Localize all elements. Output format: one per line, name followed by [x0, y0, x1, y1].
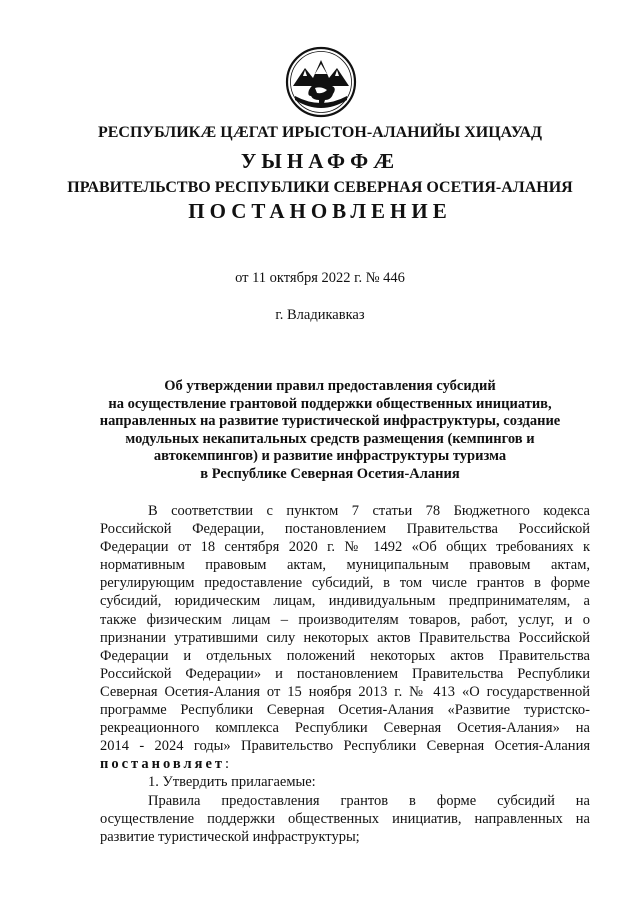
- title-line: на осуществление грантовой поддержки общественных инициатив,: [108, 395, 552, 412]
- document-title: [60, 378, 600, 484]
- body-line: 2014 - 2024 годы» Правительство Республики Северная Осетия-Алания: [100, 738, 590, 755]
- document-city: г. Владикавказ: [275, 307, 365, 323]
- ossetian-republic-heading: РЕСПУБЛИКÆ ЦÆГАТ ИРЫСТОН-АЛАНИЙЫ ХИЦАУАД: [97, 124, 543, 141]
- resolves-line: [100, 755, 590, 773]
- body-line: Федерации от 18 сентября 2020 г. № 1492 «Об общих требованиях к: [100, 539, 590, 556]
- title-line: автокемпингов) и развитие инфраструктуры туризма: [153, 448, 507, 465]
- document-body: [100, 502, 590, 846]
- body-line: Федерации и отдельных положений некоторых актов Правительства: [100, 647, 590, 664]
- body-line: Северная Осетия-Алания от 15 ноября 2013 г. № 413 «О государственной: [100, 683, 590, 700]
- body-line: программе Республики Северная Осетия-Алания «Развитие туристско-: [100, 702, 590, 719]
- body-line: В соответствии с пунктом 7 статьи 78 Бюджетного кодекса: [148, 503, 590, 519]
- body-line: Российской Федерации, постановлением Правительства Российской: [100, 521, 590, 538]
- item-1-text-line: Правила предоставления грантов в форме субсидий на: [148, 792, 590, 809]
- document-date-number: от 11 октября 2022 г. № 446: [235, 270, 405, 286]
- title-line: в Республике Северная Осетия-Алания: [200, 465, 460, 482]
- resolves-word: постановляет: [100, 756, 226, 773]
- item-1-heading: 1. Утвердить прилагаемые:: [148, 774, 316, 791]
- title-line: Об утверждении правил предоставления субсидий: [164, 378, 496, 394]
- coat-of-arms-emblem: [285, 46, 357, 118]
- title-line: направленных на развитие туристической инфраструктуры, создание: [99, 413, 561, 430]
- title-line: модульных некапитальных средств размещения (кемпингов и: [125, 430, 535, 447]
- russian-government-heading: ПРАВИТЕЛЬСТВО РЕСПУБЛИКИ СЕВЕРНАЯ ОСЕТИЯ-АЛАНИЯ: [67, 179, 573, 196]
- item-1-text-line: осуществление поддержки общественных инициатив, направленных на: [100, 810, 590, 827]
- body-line: регулирующим предоставление субсидий, в том числе грантов в форме: [100, 575, 590, 592]
- russian-document-type: ПОСТАНОВЛЕНИЕ: [188, 199, 452, 223]
- body-line: рекреационного комплекса Республики Северная Осетия-Алания» на: [100, 720, 590, 737]
- resolves-colon: :: [225, 756, 230, 773]
- item-1-text-line: развитие туристической инфраструктуры;: [100, 828, 360, 845]
- body-line: Российской Федерации» и постановлением Правительства Республики: [100, 665, 590, 682]
- body-line: также физическим лицам – производителям товаров, работ, услуг, и о: [100, 611, 590, 628]
- body-line: нормативным правовым актам, муниципальным правовым актам,: [100, 557, 590, 574]
- body-line: признании утратившими силу некоторых актов Правительства Российской: [100, 629, 590, 646]
- body-line: субсидий, юридическим лицам, индивидуальным предпринимателям, а: [100, 593, 590, 610]
- ossetian-document-type: УЫНАФФÆ: [240, 149, 400, 173]
